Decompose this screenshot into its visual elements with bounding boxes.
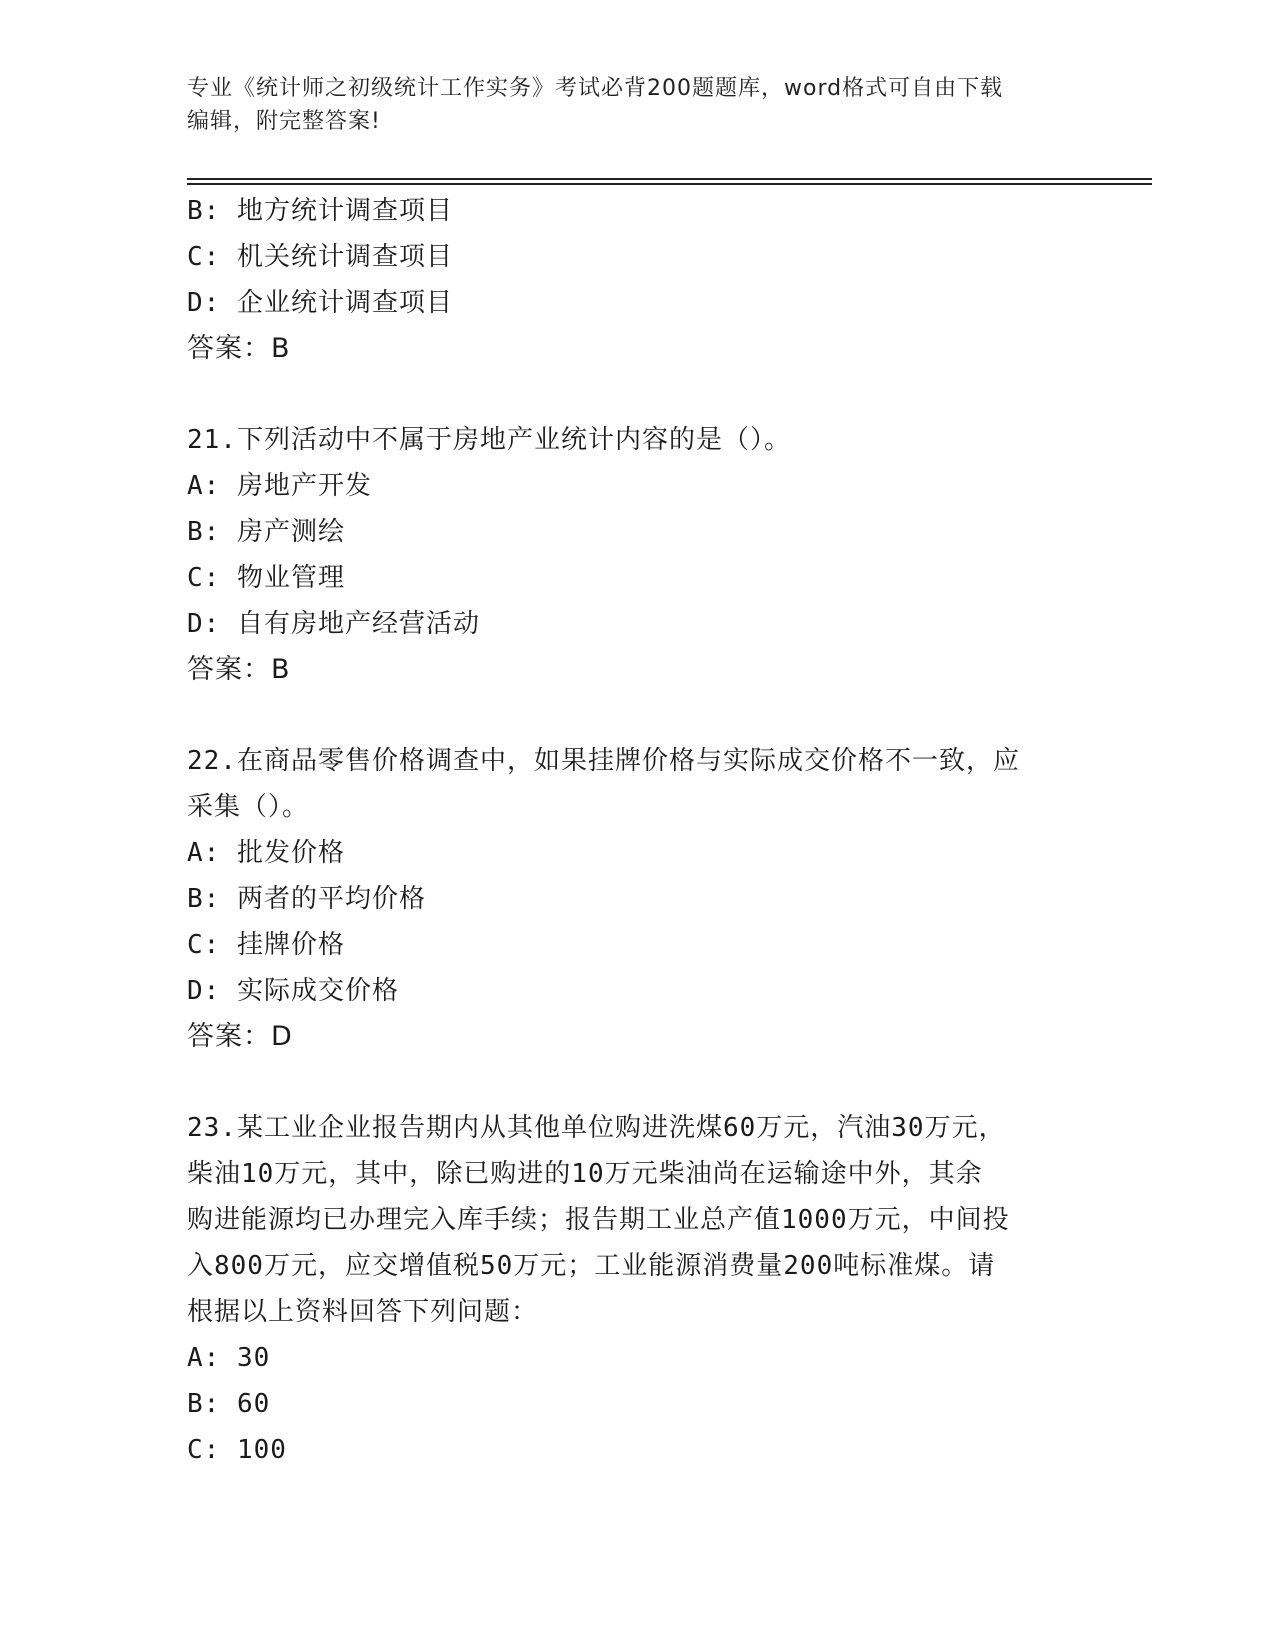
question-stem-line-2: 采集（）。 <box>187 792 310 822</box>
option-c: C: 物业管理 <box>187 563 345 593</box>
question-22 <box>187 738 1087 1060</box>
option-b: B: 房产测绘 <box>187 517 345 547</box>
header-title-line-1: 专业《统计师之初级统计工作实务》考试必背200题题库，word格式可自由下载 <box>187 76 1004 101</box>
spacer <box>187 372 1087 417</box>
answer-line: 答案：B <box>187 654 291 685</box>
question-stem-line-1: 22.在商品零售价格调查中，如果挂牌价格与实际成交价格不一致，应 <box>187 746 1020 776</box>
header-divider-top <box>187 178 1152 180</box>
question-stem-line-4: 入800万元，应交增值税50万元；工业能源消费量200吨标准煤。请 <box>187 1251 996 1281</box>
option-c: C: 100 <box>187 1435 287 1465</box>
question-stem-line-3: 购进能源均已办理完入库手续；报告期工业总产值1000万元，中间投 <box>187 1205 1010 1235</box>
document-header <box>187 72 1067 138</box>
spacer <box>187 1060 1087 1105</box>
option-b: B: 60 <box>187 1389 271 1419</box>
option-b: B: 两者的平均价格 <box>187 884 426 914</box>
question-stem-line-1: 23.某工业企业报告期内从其他单位购进洗煤60万元，汽油30万元， <box>187 1113 1006 1143</box>
question-list <box>187 188 1087 1473</box>
question-20-tail <box>187 188 1087 372</box>
question-23 <box>187 1105 1087 1473</box>
question-stem: 21.下列活动中不属于房地产业统计内容的是（）。 <box>187 425 791 455</box>
question-stem-line-2: 柴油10万元，其中，除已购进的10万元柴油尚在运输途中外，其余 <box>187 1159 983 1189</box>
answer-line: 答案：B <box>187 333 291 364</box>
option-d: D: 企业统计调查项目 <box>187 288 453 318</box>
option-c: C: 机关统计调查项目 <box>187 242 453 272</box>
header-title-line-2: 编辑，附完整答案! <box>187 109 381 134</box>
option-a: A: 批发价格 <box>187 838 345 868</box>
option-a: A: 房地产开发 <box>187 471 372 501</box>
option-b: B: 地方统计调查项目 <box>187 196 453 226</box>
question-stem-line-5: 根据以上资料回答下列问题： <box>187 1297 539 1327</box>
option-a: A: 30 <box>187 1343 271 1373</box>
answer-line: 答案：D <box>187 1021 293 1052</box>
option-d: D: 自有房地产经营活动 <box>187 609 480 639</box>
header-divider-bottom <box>187 183 1152 185</box>
question-21 <box>187 417 1087 693</box>
option-c: C: 挂牌价格 <box>187 930 345 960</box>
spacer <box>187 693 1087 738</box>
option-d: D: 实际成交价格 <box>187 976 399 1006</box>
